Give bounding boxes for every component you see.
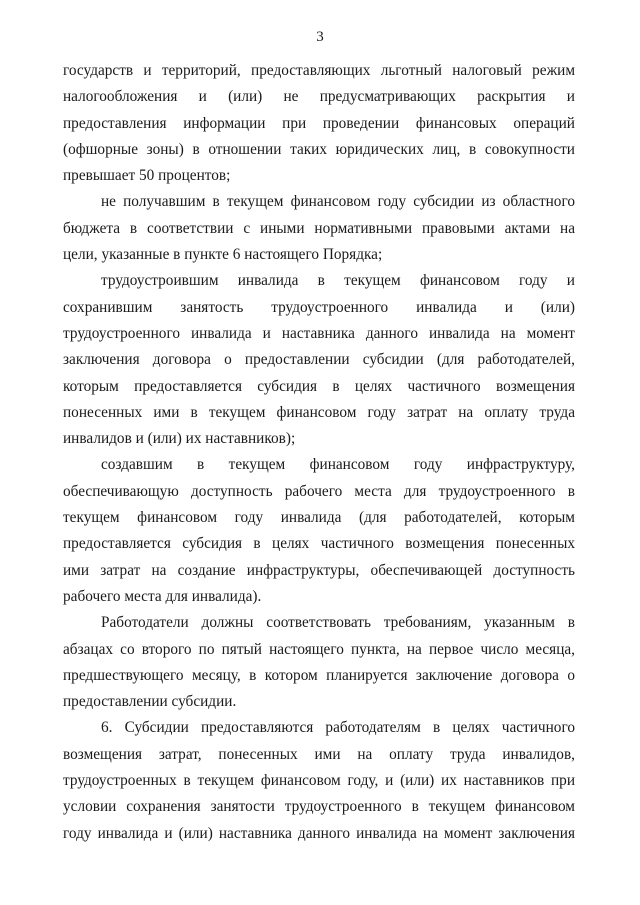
text-line: бюджета в соответствии с иными нормативными правовыми актами на [63, 219, 575, 237]
paragraph [63, 452, 575, 610]
paragraph [63, 610, 575, 715]
text-line: 6. Субсидии предоставляются работодателям в целях частичного [101, 719, 575, 737]
text-line: обеспечивающую доступность рабочего места для трудоустроенного в [63, 482, 575, 500]
text-line: (офшорные зоны) в отношении таких юридических лиц, в совокупности [63, 140, 575, 158]
text-line: трудоустроившим инвалида в текущем финансовом году и [101, 272, 575, 290]
text-line: предоставления информации при проведении финансовых операций [63, 114, 575, 132]
text-line: предоставляется субсидия в целях частичного возмещения понесенных [63, 535, 575, 553]
text-line: сохранившим занятость трудоустроенного инвалида и (или) [63, 298, 575, 316]
text-line: цели, указанные в пункте 6 настоящего Порядка; [63, 246, 383, 264]
paragraph [63, 715, 575, 846]
page-number: 3 [316, 29, 324, 45]
text-line: ими затрат на создание инфраструктуры, обеспечивающей доступность [63, 561, 575, 579]
text-line: году инвалида и (или) наставника данного инвалида на момент заключения [63, 824, 575, 842]
text-line: инвалидов и (или) их наставников); [63, 430, 296, 448]
text-line: трудоустроенного инвалида и наставника данного инвалида на момент [63, 324, 575, 342]
document-body [63, 58, 575, 847]
text-line: трудоустроенных в текущем финансовом году, и (или) их наставников при [63, 772, 575, 790]
text-line: понесенных ими в текущем финансовом году затрат на оплату труда [63, 403, 575, 421]
text-line: абзацах со второго по пятый настоящего пункта, на первое число месяца, [63, 640, 575, 658]
paragraph [63, 189, 575, 268]
text-line: условии сохранения занятости трудоустроенного в текущем финансовом [63, 798, 575, 816]
paragraph [63, 58, 575, 189]
text-line: которым предоставляется субсидия в целях частичного возмещения [63, 377, 575, 395]
text-line: рабочего места для инвалида). [63, 587, 262, 605]
text-line: налогообложения и (или) не предусматривающих раскрытия и [63, 88, 575, 106]
text-line: превышает 50 процентов; [63, 167, 231, 185]
text-line: предшествующего месяцу, в котором планируется заключение договора о [63, 666, 575, 684]
text-line: создавшим в текущем финансовом году инфраструктуру, [101, 456, 575, 474]
text-line: возмещения затрат, понесенных ими на оплату труда инвалидов, [63, 745, 575, 763]
text-line: не получавшим в текущем финансовом году субсидии из областного [101, 193, 575, 211]
paragraph [63, 268, 575, 452]
text-line: государств и территорий, предоставляющих льготный налоговый режим [63, 62, 575, 79]
text-line: заключения договора о предоставлении субсидии (для работодателей, [63, 351, 575, 369]
text-line: предоставлении субсидии. [63, 693, 237, 711]
text-line: текущем финансовом году инвалида (для работодателей, которым [63, 509, 575, 527]
text-line: Работодатели должны соответствовать требованиям, указанным в [101, 614, 575, 632]
